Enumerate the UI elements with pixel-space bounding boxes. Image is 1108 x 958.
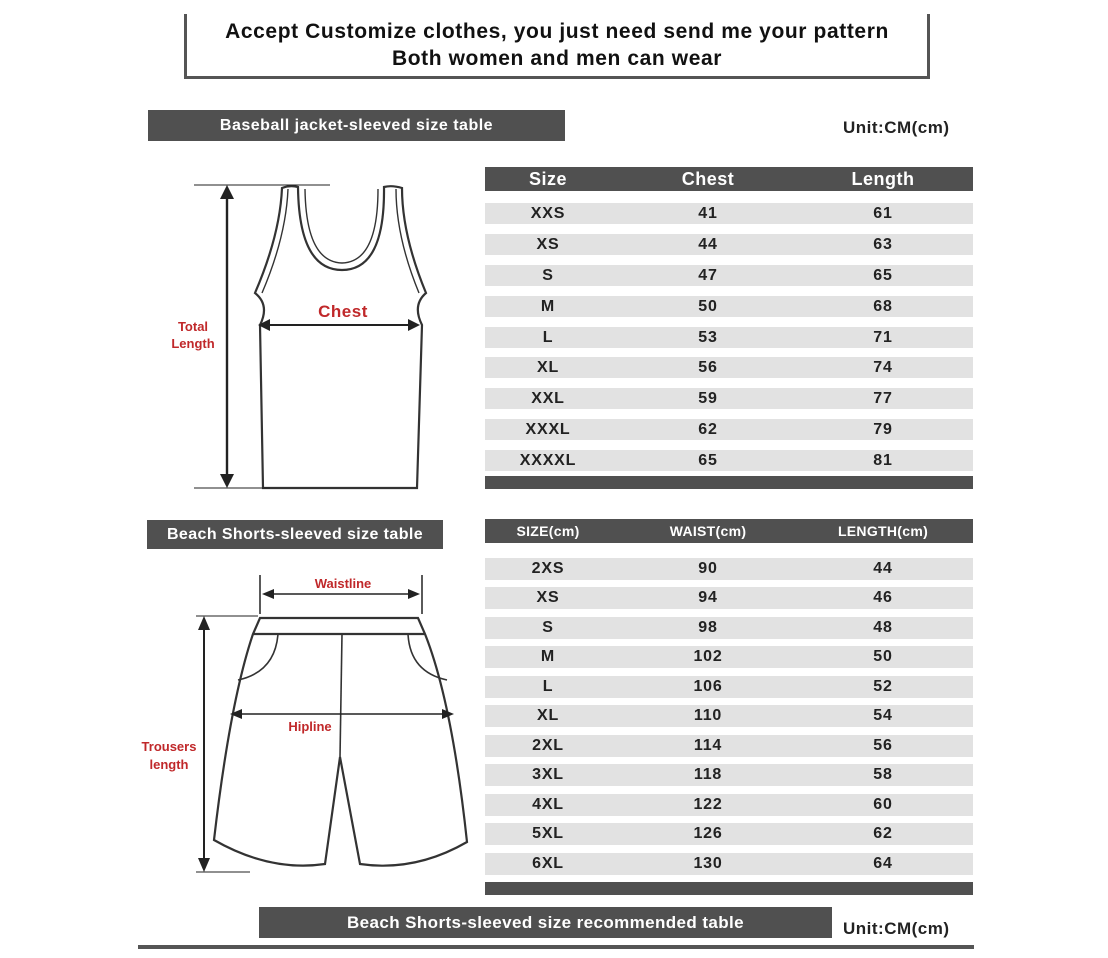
cell-size: XXS: [530, 205, 566, 222]
table-row: [485, 357, 973, 378]
cell-length: 56: [873, 737, 893, 754]
cell-size: 2XL: [532, 737, 564, 754]
cell-length: 58: [873, 766, 893, 783]
trousers-length-label-line2: length: [149, 757, 189, 772]
cell-waist: 122: [693, 796, 723, 813]
cell-length: 46: [873, 589, 893, 606]
cell-size: XXXL: [525, 421, 571, 438]
cell-waist: 106: [693, 678, 723, 695]
header-length: LENGTH(cm): [837, 523, 929, 539]
table-row: [485, 388, 973, 409]
cell-chest: 50: [698, 298, 718, 315]
cell-size: L: [542, 678, 554, 695]
cell-waist: 102: [693, 648, 723, 665]
total-length-label-line2: Length: [171, 336, 215, 351]
bottom-divider: [138, 945, 974, 949]
table-row: [485, 823, 973, 845]
hipline-arrow: [230, 709, 454, 719]
table-header: [485, 519, 973, 543]
cell-waist: 98: [698, 619, 718, 636]
table-row: [485, 296, 973, 317]
cell-size: L: [542, 329, 554, 346]
table-row: [485, 450, 973, 471]
cell-length: 62: [873, 825, 893, 842]
cell-length: 54: [873, 707, 893, 724]
table-row: [485, 853, 973, 875]
cell-size: 2XS: [531, 560, 565, 577]
table-row: [485, 617, 973, 639]
table-row: [485, 705, 973, 727]
cell-chest: 47: [698, 267, 718, 284]
cell-length: 48: [873, 619, 893, 636]
cell-chest: 41: [698, 205, 718, 222]
cell-chest: 62: [698, 421, 718, 438]
cell-waist: 126: [693, 825, 723, 842]
header-length: Length: [851, 169, 915, 189]
cell-chest: 53: [698, 329, 718, 346]
table-row: [485, 676, 973, 698]
cell-length: 77: [873, 390, 893, 407]
cell-size: 4XL: [532, 796, 564, 813]
header-line-2: Both women and men can wear: [391, 47, 723, 70]
cell-chest: 44: [698, 236, 718, 253]
cell-waist: 94: [698, 589, 718, 606]
table-row: [485, 234, 973, 255]
header-size: SIZE(cm): [516, 523, 580, 539]
hipline-label: Hipline: [288, 719, 332, 734]
table-row: [485, 646, 973, 668]
cell-length: 81: [873, 452, 893, 469]
cell-waist: 110: [693, 707, 723, 724]
cell-length: 60: [873, 796, 893, 813]
chest-label: Chest: [318, 302, 368, 321]
table-row: [485, 794, 973, 816]
header-line-1: Accept Customize clothes, you just need send me your pattern: [225, 20, 889, 43]
cell-length: 50: [873, 648, 893, 665]
table-footer-bar: [485, 476, 973, 489]
cell-chest: 65: [698, 452, 718, 469]
section1-unit: Unit:CM(cm): [843, 118, 950, 137]
table-row: [485, 265, 973, 286]
cell-size: M: [540, 298, 556, 315]
table-footer-bar: [485, 882, 973, 895]
table-row: [485, 587, 973, 609]
cell-size: XS: [536, 589, 560, 606]
cell-chest: 56: [698, 359, 718, 376]
cell-waist: 114: [693, 737, 723, 754]
baseball-size-table: [485, 167, 973, 490]
cell-size: 6XL: [532, 855, 564, 872]
table-row: [485, 558, 973, 580]
trousers-length-label-line1: Trousers: [141, 739, 197, 754]
table-header: [485, 167, 973, 191]
cell-length: 61: [873, 205, 893, 222]
table-row: [485, 764, 973, 786]
cell-length: 52: [873, 678, 893, 695]
cell-waist: 118: [693, 766, 723, 783]
shorts-size-table: [485, 519, 973, 897]
cell-size: XS: [536, 236, 560, 253]
table-row: [485, 203, 973, 224]
tank-top-icon: [255, 186, 426, 488]
cell-size: S: [542, 267, 554, 284]
section2-title: Beach Shorts-sleeved size table: [147, 520, 443, 549]
cell-size: M: [540, 648, 556, 665]
cell-length: 44: [873, 560, 893, 577]
cell-chest: 59: [698, 390, 718, 407]
cell-length: 71: [873, 329, 893, 346]
trousers-length-label: [134, 738, 204, 774]
header-size: Size: [528, 169, 568, 189]
section1-title: Baseball jacket-sleeved size table: [148, 110, 565, 141]
header-banner: [184, 14, 930, 79]
cell-waist: 90: [698, 560, 718, 577]
cell-size: 3XL: [532, 766, 564, 783]
waistline-label: Waistline: [314, 576, 372, 591]
cell-length: 74: [873, 359, 893, 376]
cell-size: 5XL: [532, 825, 564, 842]
cell-size: S: [542, 619, 554, 636]
table-row: [485, 419, 973, 440]
total-length-label-line1: Total: [177, 319, 209, 334]
cell-length: 64: [873, 855, 893, 872]
cell-length: 65: [873, 267, 893, 284]
cell-length: 79: [873, 421, 893, 438]
footer-title: Beach Shorts-sleeved size recommended table: [259, 907, 832, 938]
shorts-icon: [214, 618, 467, 866]
cell-size: XL: [536, 707, 560, 724]
header-waist: WAIST(cm): [669, 523, 747, 539]
cell-size: XXL: [531, 390, 565, 407]
total-length-label: [160, 318, 226, 352]
table-row: [485, 327, 973, 348]
footer-unit: Unit:CM(cm): [843, 919, 950, 938]
table-row: [485, 735, 973, 757]
header-chest: Chest: [681, 169, 735, 189]
cell-length: 63: [873, 236, 893, 253]
cell-size: XXXXL: [519, 452, 577, 469]
cell-length: 68: [873, 298, 893, 315]
cell-size: XL: [536, 359, 560, 376]
cell-waist: 130: [693, 855, 723, 872]
